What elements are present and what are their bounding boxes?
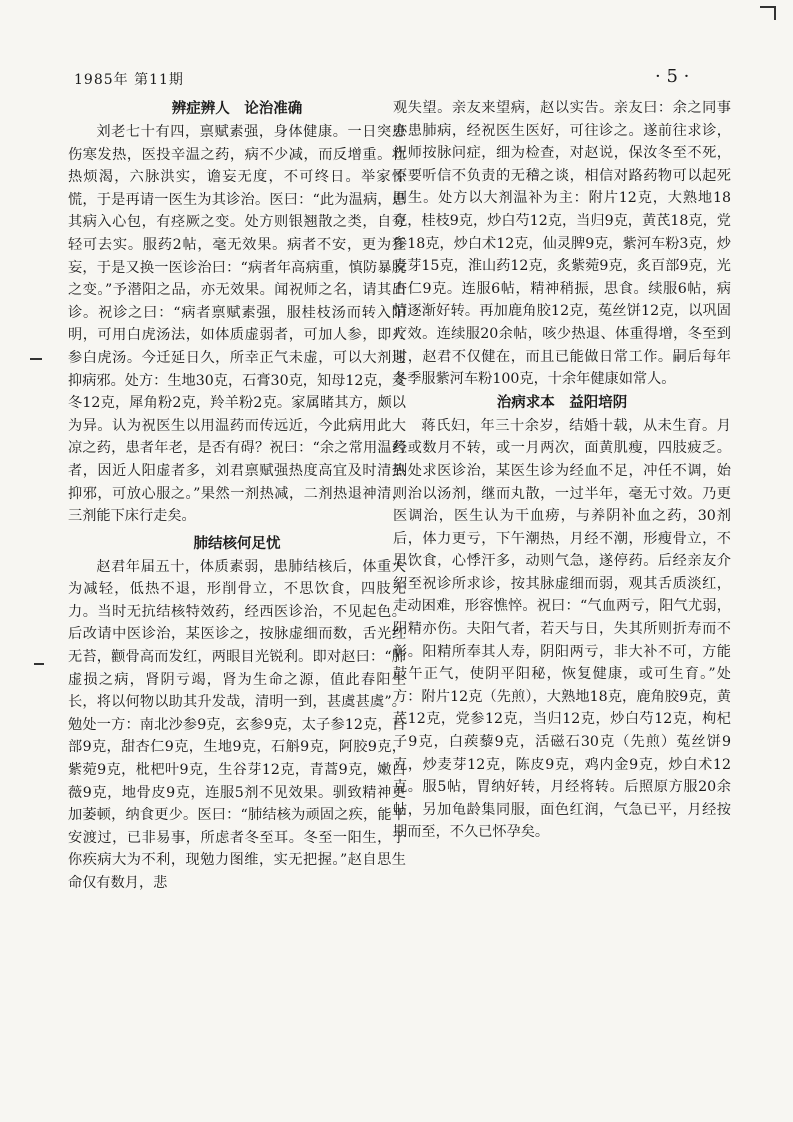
paragraph: 赵君年届五十，体质素弱，患肺结核后，体重大为减轻，低热不退，形削骨立，不思饮食，四肢无力。当时无抗结核特效药，经西医诊治，不见起色。后改请中医诊治，某医诊之，按脉虚细而数，舌光红无苔，颧骨高而发红，两眼目光锐利。即对赵曰：“肺虚损之病，肾阴亏竭，肾为生命之源，值此春阳生长，将以何物以助其升发哉，清明一到，甚虞甚虞”。勉处一方：南北沙参9克，玄参9克，太子参12克，百部9克，甜杏仁9克，生地9克，石斛9克，阿胶9克，紫菀9克，枇杷叶9克，生谷芽12克，青蒿9克，嫩白薇9克，地骨皮9克，连服5剂不见效果。驯致精神更加萎顿，纳食更少。医曰：“肺结核为顽固之疾，能平安渡过，已非易事，所虑者冬至耳。冬至一阳生，于你疾病大为不利，现勉力图维，实无把握。”赵自思生命仅有数月，悲: [68, 558, 406, 891]
issue-header: 1985年 第11期: [74, 72, 184, 88]
paragraph: 蒋氏妇，年三十余岁，结婚十载，从未生育。月经或数月不转，或一月两次，面黄肌瘦，四肢疲乏。到处求医诊治，某医生诊为经血不足，冲任不调，始则治以汤剂，继而丸散，一过半年，毫无寸效。乃更医调治，医生认为干血痨，与养阴补血之药，30剂后，体力更亏，下午潮热，月经不潮，形瘦骨立，不思饮食，心悸汗多，动则气急，遂停药。后经亲友介绍至祝诊所求诊，按其脉虚细而弱，观其舌质淡红，走动困难，形容憔悴。祝曰：“气血两亏，阳气尤弱，阴精亦伤。夫阳气者，若天与日，失其所则折寿而不彰。阳精所奉其人寿，阴阳两亏，非大补不可，方能鼓午正气，使阴平阳秘，恢复健康，或可生育。”处方：附片12克（先煎），大熟地18克，鹿角胶9克，黄芪12克，党参12克，当归12克，炒白芍12克，枸杞子9克，白蒺藜9克，活磁石30克（先煎）菟丝饼9克，炒麦芽12克，陈皮9克，鸡内金9克，炒白术12克。服5帖，胃纳好转，月经将转。后照原方服20余帖，另加龟龄集同服，面色红润，气急已平，月经按期而至，不久已怀孕矣。: [393, 417, 731, 841]
section-title: 辨症辨人 论治准确: [171, 100, 303, 117]
margin-tick: [34, 663, 44, 665]
corner-mark: [760, 6, 776, 20]
right-column: [393, 97, 731, 844]
paragraph: 观失望。亲友来望病，赵以实告。亲友曰：余之同事亦患肺病，经祝医生医好，可往诊之。遂前往求诊，祝师按脉问症，细为检查，对赵说，保汝冬至不死，不要听信不负责的无稽之谈，相信对路药物可以起死回生。处方以大剂温补为主：附片12克，大熟地18克，桂枝9克，炒白芍12克，当归9克，黄芪18克，党参18克，炒白术12克，仙灵脾9克，紫河车粉3克，炒麦芽15克，淮山药12克，炙紫菀9克，炙百部9克，光杏仁9克。连服6帖，精神稍振，思食。续服6帖，病情逐渐好转。再加鹿角胶12克，菟丝饼12克，以巩固疗效。连续服20余帖，咳少热退、体重得增，冬至到时，赵君不仅健在，而且已能做日常工作。嗣后每年冬季服紫河车粉100克，十余年健康如常人。: [393, 100, 731, 388]
margin-tick: [30, 358, 42, 360]
section-title: 肺结核何足忧: [193, 534, 281, 552]
section-title: 治病求本 益阳培阴: [496, 393, 628, 411]
paragraph: 刘老七十有四，禀赋素强，身体健康。一日突患伤寒发热，医投辛温之药，病不少减，而反增重。壮热烦渴，六脉洪实，谵妄无度，不可终日。举家惊慌，于是再请一医生为其诊治。医曰：“此为温病，患其病入心包，有痉厥之变。处方则银翘散之类，自夸轻可去实。服药2帖，毫无效果。病者不安，更为狂妄，于是又换一医诊治曰：“病者年高病重，慎防暴脱之变。”予潜阳之品，亦无效果。闻祝师之名，请其出诊。祝诊之曰：“病者禀赋素强，服桂枝汤而转入阳明，可用白虎汤法，如体质虚弱者，可加人参，即人参白虎汤。今迁延日久，所幸正气未虚，可以大剂速抑病邪。处方：生地30克，石膏30克，知母12克，麦冬12克，犀角粉2克，羚羊粉2克。家属睹其方，颇以为异。认为祝医生以用温药而传远近，今此病用此大凉之药，患者年老，是否有碍？祝曰：“余之常用温药者，因近人阳虚者多，刘君禀赋强热度高宜及时清热抑邪，可放心服之。”果然一剂热减，二剂热退神清，三剂能下床行走矣。: [68, 124, 406, 525]
left-column: [68, 97, 406, 895]
page-number: · 5 ·: [655, 66, 690, 87]
